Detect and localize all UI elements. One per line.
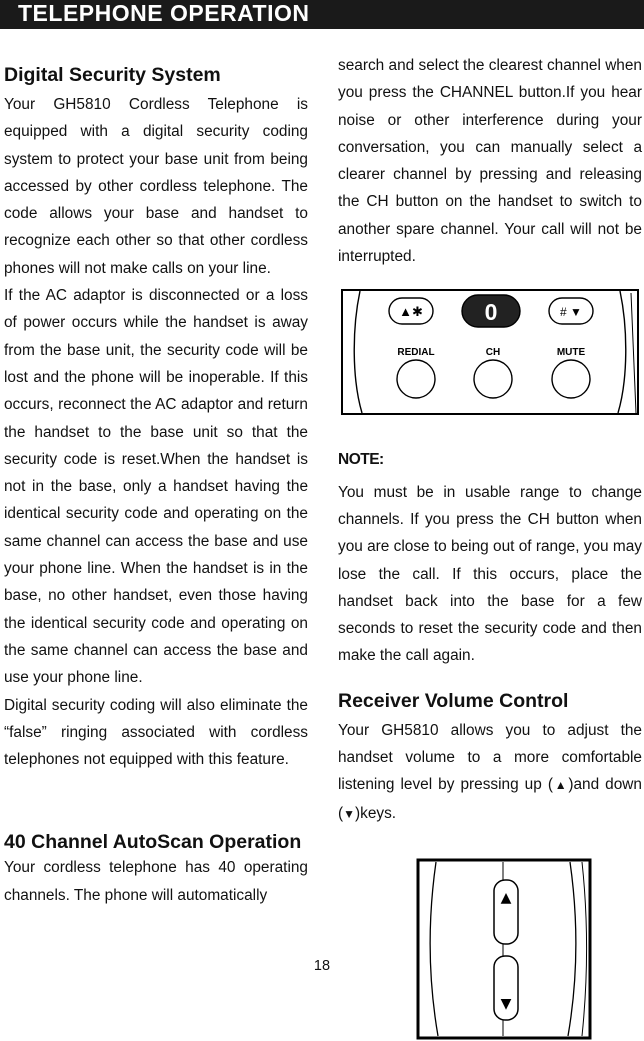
digital-security-heading: Digital Security System	[4, 64, 221, 86]
autoscan-heading: 40 Channel AutoScan Operation	[4, 831, 302, 854]
zero-key-label: 0	[484, 299, 498, 326]
up-arrow-icon: ▲	[552, 778, 569, 793]
autoscan-paragraph: Your cordless telephone has 40 operating channels. The phone will automatically	[4, 859, 308, 904]
volume-up-icon: ▲	[500, 889, 512, 906]
digital-security-paragraph-2: If the AC adaptor is disconnected or a loss of power occurs while the handset is away from the base unit, the security code will be lost and the phone will be inoperable. If this occurs, reconnect the AC adaptor and return the handset to the base unit so that the security code is reset.When the handset is not in the base, only a handset having the identical security code and operating on the same channel can access the base and use your phone line. When the handset is in the base, no other handset, even those having the identical security code and operating on the same channel can access the base and use your phone line.	[4, 287, 308, 687]
down-arrow-icon: ▼	[343, 806, 356, 821]
right-column	[338, 52, 642, 1041]
page-number: 18	[313, 958, 331, 974]
ch-button	[474, 360, 512, 398]
handset-keypad-illustration	[338, 289, 642, 415]
volume-down-icon: ▼	[500, 995, 512, 1012]
receiver-volume-heading: Receiver Volume Control	[338, 689, 569, 712]
header-bar	[0, 0, 644, 29]
page-title: TELEPHONE OPERATION	[18, 0, 310, 26]
note-label: NOTE:	[338, 451, 384, 469]
digital-security-paragraph-1: Your GH5810 Cordless Telephone is equipped with a digital security coding system to protect your base unit from being accessed by other cordless telephone. The code allows your base and handset to recognize each other so that other cordless phones will not make calls on your line.	[4, 96, 308, 277]
star-key-label: ▲✱	[399, 304, 423, 320]
left-column	[4, 63, 308, 909]
mute-label: MUTE	[556, 347, 586, 359]
handset-volume-illustration	[338, 858, 642, 1041]
hash-key-label: # ▼	[560, 305, 582, 320]
digital-security-paragraph-3: Digital security coding will also eliminate the “false” ringing associated with cordless telephones not equipped with this feature.	[4, 696, 308, 769]
receiver-volume-text: Your GH5810 allows you to adjust the handset volume to a more comfortable listening level by pressing up (▲)and down (▼)keys.	[338, 721, 642, 822]
autoscan-paragraph-continued: search and select the clearest channel when you press the CHANNEL button.If you hear noise or other interference during your conversation, you can manually select a clearer channel by pressing and releasing the CH button on the handset to switch to another spare channel. Your call will not be interrupted.	[338, 57, 642, 266]
note-text: You must be in usable range to change channels. If you press the CH button when you are close to being out of range, you may lose the call. If this occurs, place the handset back into the base for a few seconds to reset the security code and then make the call again.	[338, 483, 642, 665]
redial-label: REDIAL	[397, 347, 435, 359]
mute-button	[552, 360, 590, 398]
ch-label: CH	[485, 347, 501, 359]
redial-button	[397, 360, 435, 398]
